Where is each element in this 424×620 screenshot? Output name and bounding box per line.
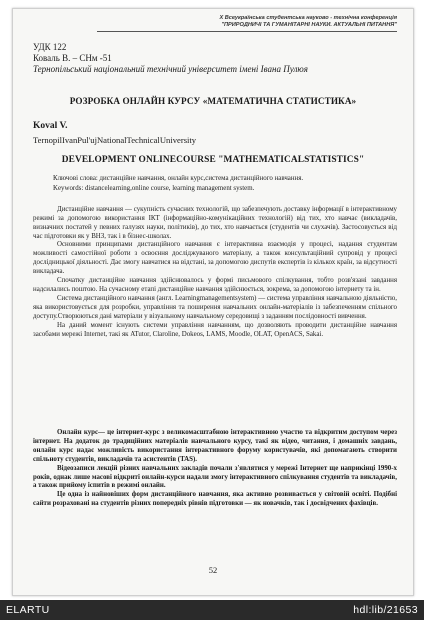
author-ukrainian: Коваль В. – СНм -51 xyxy=(33,53,112,63)
title-ukrainian: РОЗРОБКА ОНЛАЙН КУРСУ «МАТЕМАТИЧНА СТАТИСТИКА» xyxy=(69,96,357,106)
paragraph: На даний момент існують системи управління навчанням, що дозволяють проводити дистанційне навчання засобами мережі Internet, такі як ATutor, Claroline, Dokeos, LAMS, Moodle, OLAT, OpenACS, Sakai. xyxy=(33,321,397,338)
author-english: Koval V. xyxy=(33,121,68,131)
header-divider xyxy=(97,31,397,32)
paragraph: Система дистанційного навчання (англ. Learningmanagementsystem) — система управління навчальною діяльністю, яка використовується для розробки, управління та поширення навчальних онлайн-матеріалів із забезпеченням спільного доступу.Створюються дані матеріали у візуальному навчальному середовищі з заданням послідовності вивчення. xyxy=(33,294,397,320)
bold-paragraph: Онлайн курс— це інтернет-курс з великомасштабною інтерактивною участю та відкритим доступом через інтернет. На додаток до традиційних матеріалів навчального курсу, такі як відео, читання, і домашніх завдань, онлайн курс надає можливість використання інтерактивного форуму користувачів, які допомагають створити спільноту студентів, викладачів та асистентів (TAS). xyxy=(33,429,397,463)
conference-header xyxy=(219,15,397,29)
handle-link[interactable]: hdl:lib/21653 xyxy=(353,604,418,616)
page-number: 52 xyxy=(208,565,218,575)
udc-code: УДК 122 xyxy=(33,42,67,52)
conference-line-2: "ПРИРОДНИЧІ ТА ГУМАНІТАРНІ НАУКИ. АКТУАЛЬНІ ПИТАННЯ" xyxy=(221,22,397,28)
article-body xyxy=(33,175,397,339)
repository-name[interactable]: ELARTU xyxy=(6,604,50,616)
bold-paragraph: Відеозаписи лекцій різних навчальних закладів почали з'являтися у мережі Інтернет ще наприкінці 1990-х років, однак лише масові відкриті онлайн-курси надали змогу інтерактивного спілкування студентів та викладачів, а також прийому іспитів в режимі онлайн. xyxy=(33,464,397,490)
repository-footer xyxy=(0,600,424,620)
title-english: DEVELOPMENT ONLINECOURSE "MATHEMATICALSTATISTICS" xyxy=(61,155,365,165)
bold-paragraph: Це одна із найновіших форм дистанційного навчання, яка активно розвивається у світовій освіті. Подібні сайти розраховані на студентів різних попередніх рівнів підготовки — як новачків, так і досвідчених фахівців. xyxy=(33,491,397,508)
bold-body xyxy=(33,429,397,509)
paragraph: Основними принципами дистанційного навчання є інтерактивна взаємодія у процесі, надання студентам можливості самостійної роботи з освоєння досліджуваного матеріалу, а також консультаційний супровід у процесі дослідницької діяльності. Дає змогу навчатися на відстані, за допомогою диспутів експертів із кількох країн, за відсутності викладача. xyxy=(33,241,397,276)
article-meta xyxy=(33,42,308,75)
paragraph: Дистанційне навчання — сукупність сучасних технологій, що забезпечують доставку інформації в інтерактивному режимі за допомогою використання ІКТ (інформаційно-комунікаційних технологій) від тих, хто навчає (викладачів, визначних постатей у певних галузях науки, політиків), до тих, хто навчається (студентів чи слухачів). Застосовується від час підготовки як у ВНЗ, так і в бізнес-школах. xyxy=(33,205,397,240)
institution-english: TernopilIvanPul'ujNationalTechnicalUniversity xyxy=(33,135,197,145)
paragraph: Спочатку дистанційне навчання здійснювалось у формі письмового спілкування, тобто розв'язані завдання надсилались поштою. На сучасному етапі дистанційне навчання здійснюється, зокрема, за допомогою інтернету та ін. xyxy=(33,277,397,293)
keywords-ukrainian: Ключові слова: дистанційне навчання, онлайн курс,система дистанційного навчання. xyxy=(53,175,304,182)
keywords-english: Keywords: distancelearning,online course, learning management system. xyxy=(53,184,255,192)
conference-line-1: Х Всеукраїнська студентська науково - технічна конференція xyxy=(219,15,397,21)
document-page xyxy=(12,8,414,596)
institution-ukrainian: Тернопільський національний технічний університет імені Івана Пулюя xyxy=(33,64,308,74)
